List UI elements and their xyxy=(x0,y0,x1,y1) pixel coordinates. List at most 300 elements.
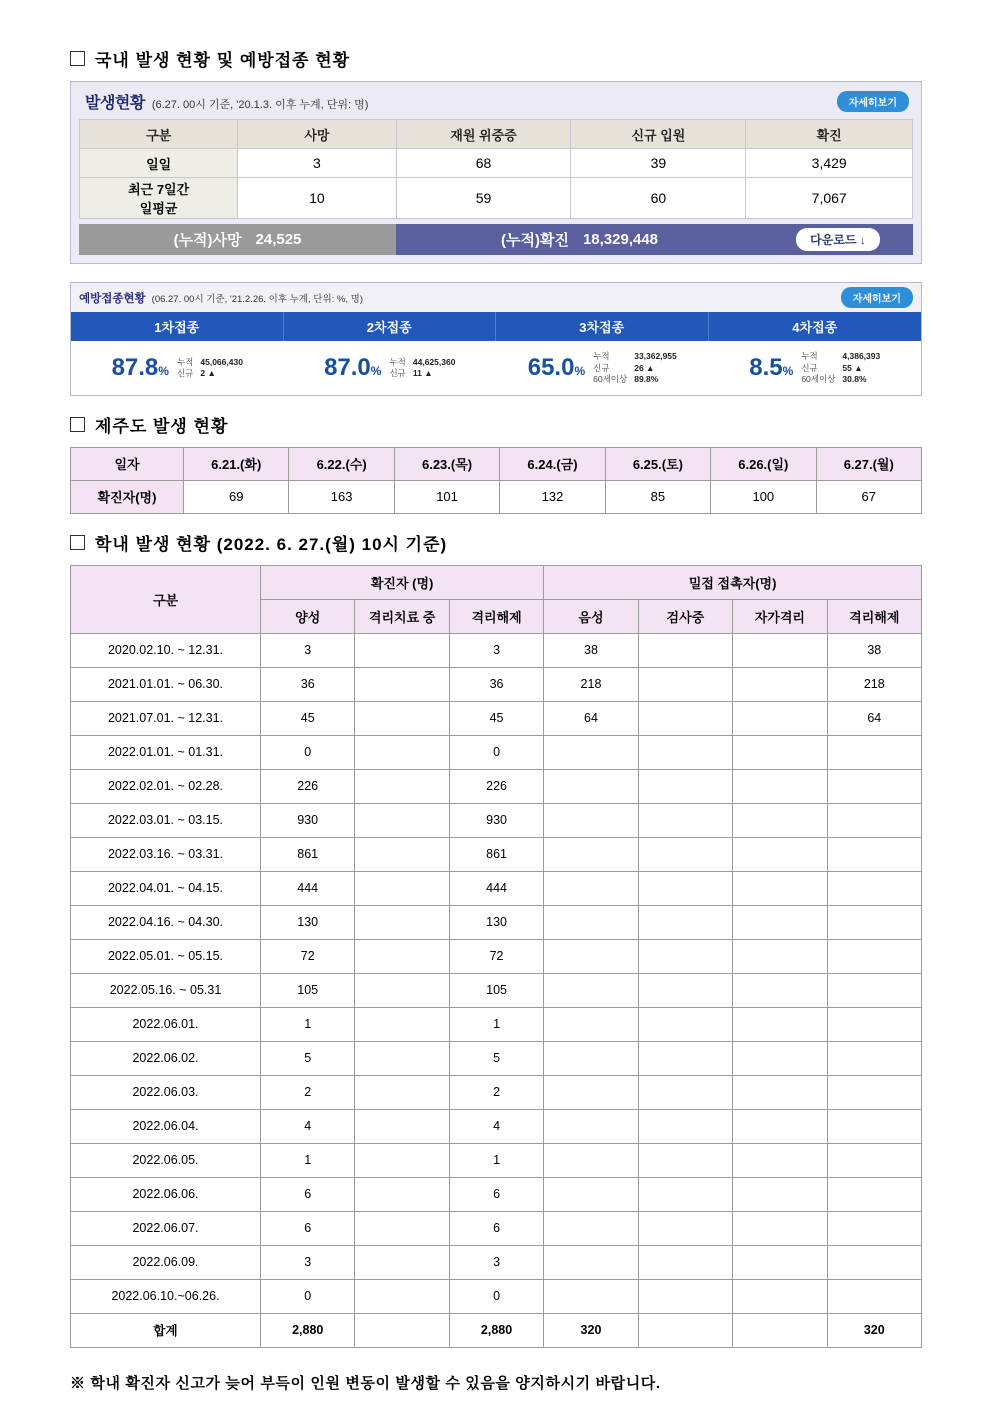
school-row-period: 2022.03.01. ~ 03.15. xyxy=(71,803,261,837)
school-row-cell-1 xyxy=(355,633,449,667)
school-col-contact-3: 격리해제 xyxy=(827,599,921,633)
vaccination-dose-3-cell xyxy=(496,341,709,395)
section-heading-school xyxy=(70,530,922,555)
occurrence-row0-newadmit: 39 xyxy=(571,149,746,178)
school-row-cell-5 xyxy=(733,667,827,701)
school-row-cell-0: 4 xyxy=(261,1109,355,1143)
vaccination-dose-4-label: 4차접종 xyxy=(792,320,838,335)
school-row-cell-2: 6 xyxy=(449,1211,543,1245)
vaccination-dose-2-stat-0-value: 44,625,360 xyxy=(412,356,456,367)
jeju-value-5: 100 xyxy=(711,480,816,513)
vaccination-dose-3-percent: 65.0 xyxy=(527,353,575,381)
school-table-body xyxy=(71,633,922,1347)
school-row-cell-2: 6 xyxy=(449,1177,543,1211)
vaccination-dose-3-stat-2-value: 89.8% xyxy=(634,374,659,385)
school-row-cell-6 xyxy=(827,871,921,905)
table-row xyxy=(71,1279,922,1313)
section-title-school: 학내 발생 현황 (2022. 6. 27.(월) 10시 기준) xyxy=(95,534,448,554)
school-row-cell-0: 226 xyxy=(261,769,355,803)
occurrence-row1-label xyxy=(80,178,238,219)
school-row-cell-0: 1 xyxy=(261,1007,355,1041)
school-row-cell-4 xyxy=(638,1075,732,1109)
school-row-cell-3 xyxy=(544,1177,638,1211)
vaccination-dose-4-stats xyxy=(801,351,880,385)
vaccination-title-group xyxy=(79,290,363,306)
table-row xyxy=(71,1109,922,1143)
school-row-cell-3 xyxy=(544,1007,638,1041)
school-col-group-confirmed: 확진자 (명) xyxy=(261,565,544,599)
jeju-col-6: 6.26.(일) xyxy=(711,447,816,480)
vaccination-dose-4-stat-0-value: 4,386,393 xyxy=(842,351,881,361)
school-row-cell-0: 930 xyxy=(261,803,355,837)
table-row xyxy=(80,149,913,178)
school-row-cell-1 xyxy=(355,701,449,735)
occurrence-col-2: 재원 위중증 xyxy=(396,120,571,149)
section-title-jeju: 제주도 발생 현황 xyxy=(95,416,229,436)
vaccination-dose-4-unit: % xyxy=(782,363,794,378)
school-row-cell-0: 2 xyxy=(261,1075,355,1109)
checkbox-icon xyxy=(70,417,85,432)
school-row-cell-5 xyxy=(733,905,827,939)
school-row-cell-1 xyxy=(355,735,449,769)
school-row-cell-1 xyxy=(355,1109,449,1143)
school-col-group-label: 구분 xyxy=(71,565,261,633)
school-row-cell-4 xyxy=(638,939,732,973)
school-row-cell-1 xyxy=(355,1245,449,1279)
school-row-cell-3 xyxy=(544,1211,638,1245)
vaccination-dose-4-percent-wrap xyxy=(749,354,793,382)
school-row-cell-6 xyxy=(827,1075,921,1109)
school-row-period: 2022.06.09. xyxy=(71,1245,261,1279)
occurrence-row0-label: 일일 xyxy=(80,149,238,178)
school-row-period: 2022.06.07. xyxy=(71,1211,261,1245)
cumulative-confirmed-label: (누적)확진 xyxy=(500,232,569,249)
school-row-cell-6 xyxy=(827,1109,921,1143)
vaccination-dose-2-percent-wrap xyxy=(324,354,381,382)
school-row-cell-4 xyxy=(638,1313,732,1347)
school-row-cell-0: 3 xyxy=(261,1245,355,1279)
school-row-cell-6 xyxy=(827,1211,921,1245)
jeju-table xyxy=(70,447,922,514)
footnote: ※ 학내 확진자 신고가 늦어 부득이 인원 변동이 발생할 수 있음을 양지하시기 바랍니다. xyxy=(70,1374,661,1392)
occurrence-row0-critical: 68 xyxy=(396,149,571,178)
school-row-cell-1 xyxy=(355,667,449,701)
school-row-cell-1 xyxy=(355,939,449,973)
school-table xyxy=(70,565,922,1348)
school-row-cell-3 xyxy=(544,1075,638,1109)
table-row xyxy=(71,1075,922,1109)
vaccination-dose-2-unit: % xyxy=(370,363,382,378)
school-row-cell-0: 3 xyxy=(261,633,355,667)
occurrence-title-group xyxy=(85,90,368,113)
school-row-period: 2022.05.16. ~ 05.31 xyxy=(71,973,261,1007)
vaccination-dose-3-stat-1-label: 신규 xyxy=(593,362,610,373)
school-row-cell-1 xyxy=(355,1279,449,1313)
school-row-cell-1 xyxy=(355,1211,449,1245)
school-row-cell-3: 38 xyxy=(544,633,638,667)
jeju-value-6: 67 xyxy=(816,480,921,513)
table-row xyxy=(71,803,922,837)
jeju-value-1: 163 xyxy=(289,480,394,513)
cumulative-death-label: (누적)사망 xyxy=(173,232,242,249)
school-row-cell-5 xyxy=(733,1109,827,1143)
jeju-value-4: 85 xyxy=(605,480,710,513)
occurrence-table-header-row xyxy=(80,120,913,149)
vaccination-dose-2-label: 2차접종 xyxy=(284,312,497,341)
vaccination-dose-3-label: 3차접종 xyxy=(496,312,709,341)
vaccination-dose-3-stat-1-value: 26 ▲ xyxy=(634,362,655,373)
school-row-cell-3 xyxy=(544,1143,638,1177)
school-row-cell-5 xyxy=(733,1211,827,1245)
school-row-period: 2022.06.05. xyxy=(71,1143,261,1177)
school-col-group-contact: 밀접 접촉자(명) xyxy=(544,565,922,599)
vaccination-subtitle: (06.27. 00시 기준, '21.2.26. 이후 누계, 단위: %, 명) xyxy=(151,293,364,305)
vaccination-detail-button[interactable]: 자세히보기 xyxy=(841,287,913,308)
occurrence-banner xyxy=(70,81,922,264)
vaccination-dose-1-unit: % xyxy=(158,363,169,378)
table-row xyxy=(71,1211,922,1245)
school-row-cell-0: 2,880 xyxy=(261,1313,355,1347)
school-row-cell-3 xyxy=(544,939,638,973)
school-row-cell-6: 64 xyxy=(827,701,921,735)
school-row-cell-4 xyxy=(638,1177,732,1211)
school-row-period: 2022.05.01. ~ 05.15. xyxy=(71,939,261,973)
school-row-cell-2: 1 xyxy=(449,1007,543,1041)
school-row-cell-6 xyxy=(827,735,921,769)
school-row-cell-4 xyxy=(638,633,732,667)
school-total-label: 합계 xyxy=(71,1313,261,1347)
table-row xyxy=(71,1143,922,1177)
school-row-cell-5 xyxy=(733,939,827,973)
school-row-cell-3 xyxy=(544,769,638,803)
school-row-cell-0: 130 xyxy=(261,905,355,939)
school-row-period: 2022.02.01. ~ 02.28. xyxy=(71,769,261,803)
occurrence-banner-header xyxy=(79,88,913,119)
jeju-value-3: 132 xyxy=(500,480,605,513)
school-row-cell-6 xyxy=(827,1041,921,1075)
school-row-cell-6: 38 xyxy=(827,633,921,667)
occurrence-subtitle: (6.27. 00시 기준, '20.1.3. 이후 누계, 단위: 명) xyxy=(151,99,369,111)
occurrence-row0-confirmed: 3,429 xyxy=(746,149,913,178)
vaccination-dose-4-stat-1-label: 신규 xyxy=(801,362,818,373)
school-row-cell-3 xyxy=(544,1245,638,1279)
school-col-confirmed-1: 격리치료 중 xyxy=(355,599,449,633)
occurrence-summary-bar xyxy=(79,224,913,255)
school-row-cell-4 xyxy=(638,1109,732,1143)
school-row-period: 2022.06.02. xyxy=(71,1041,261,1075)
school-row-cell-0: 6 xyxy=(261,1211,355,1245)
vaccination-dose-3-stats xyxy=(593,351,677,385)
section-heading-jeju xyxy=(70,412,922,437)
school-col-contact-0: 음성 xyxy=(544,599,638,633)
school-row-cell-3: 218 xyxy=(544,667,638,701)
school-row-period: 2021.07.01. ~ 12.31. xyxy=(71,701,261,735)
school-row-cell-0: 0 xyxy=(261,1279,355,1313)
school-col-confirmed-2: 격리해제 xyxy=(449,599,543,633)
school-row-cell-4 xyxy=(638,837,732,871)
table-row xyxy=(71,973,922,1007)
vaccination-dose-4-stat-2-value: 30.8% xyxy=(842,374,867,385)
occurrence-col-1: 사망 xyxy=(238,120,396,149)
occurrence-detail-button[interactable]: 자세히보기 xyxy=(837,91,909,112)
cumulative-death-value: 24,525 xyxy=(255,231,302,248)
school-row-cell-1 xyxy=(355,1075,449,1109)
school-row-cell-5 xyxy=(733,735,827,769)
school-row-cell-1 xyxy=(355,1007,449,1041)
school-row-cell-2: 930 xyxy=(449,803,543,837)
school-row-cell-6 xyxy=(827,1177,921,1211)
occurrence-row1-confirmed: 7,067 xyxy=(746,178,913,219)
school-row-cell-0: 5 xyxy=(261,1041,355,1075)
school-row-cell-2: 3 xyxy=(449,633,543,667)
school-row-cell-6: 320 xyxy=(827,1313,921,1347)
school-row-cell-0: 6 xyxy=(261,1177,355,1211)
vaccination-dose-4-stat-1-value: 55 ▲ xyxy=(842,362,863,373)
school-row-cell-0: 0 xyxy=(261,735,355,769)
school-row-cell-2: 444 xyxy=(449,871,543,905)
school-row-cell-4 xyxy=(638,1007,732,1041)
table-row xyxy=(71,633,922,667)
school-row-cell-3 xyxy=(544,871,638,905)
jeju-col-5: 6.25.(토) xyxy=(605,447,710,480)
table-row xyxy=(71,905,922,939)
vaccination-dose-3-unit: % xyxy=(574,363,586,378)
occurrence-col-3: 신규 입원 xyxy=(571,120,746,149)
section-heading-domestic xyxy=(70,46,922,71)
school-row-cell-4 xyxy=(638,803,732,837)
cumulative-death-block xyxy=(79,224,396,255)
school-row-cell-0: 444 xyxy=(261,871,355,905)
school-row-cell-5 xyxy=(733,769,827,803)
school-row-cell-5 xyxy=(733,1143,827,1177)
school-row-cell-6 xyxy=(827,837,921,871)
vaccination-dose-1-label: 1차접종 xyxy=(71,312,284,341)
school-row-cell-4 xyxy=(638,667,732,701)
vaccination-dose-1-stat-0-value: 45,066,430 xyxy=(200,356,243,367)
occurrence-row1-death: 10 xyxy=(238,178,396,219)
jeju-col-3: 6.23.(목) xyxy=(394,447,499,480)
school-row-cell-6 xyxy=(827,1279,921,1313)
school-row-cell-6 xyxy=(827,939,921,973)
table-row xyxy=(71,837,922,871)
occurrence-row1-label-line1: 최근 7일간 xyxy=(128,182,190,197)
school-row-period: 2021.01.01. ~ 06.30. xyxy=(71,667,261,701)
school-row-cell-1 xyxy=(355,803,449,837)
jeju-col-1: 6.21.(화) xyxy=(184,447,289,480)
occurrence-row1-critical: 59 xyxy=(396,178,571,219)
vaccination-dose-2-percent: 87.0 xyxy=(324,353,371,381)
vaccination-dose-1-cell xyxy=(71,341,284,395)
table-row xyxy=(71,701,922,735)
school-row-cell-2: 2,880 xyxy=(449,1313,543,1347)
table-row xyxy=(71,667,922,701)
school-row-cell-4 xyxy=(638,1041,732,1075)
school-row-cell-3 xyxy=(544,1279,638,1313)
school-row-cell-6 xyxy=(827,905,921,939)
occurrence-col-0: 구분 xyxy=(80,120,238,149)
school-row-cell-0: 861 xyxy=(261,837,355,871)
download-button-wrap xyxy=(763,224,913,255)
occurrence-row0-death: 3 xyxy=(238,149,396,178)
checkbox-icon xyxy=(70,51,85,66)
jeju-col-2: 6.22.(수) xyxy=(289,447,394,480)
school-row-cell-2: 72 xyxy=(449,939,543,973)
school-row-cell-5 xyxy=(733,1007,827,1041)
vaccination-dose-1-percent-wrap xyxy=(112,354,169,382)
table-row xyxy=(71,769,922,803)
school-row-cell-4 xyxy=(638,1245,732,1279)
school-row-period: 2022.04.16. ~ 04.30. xyxy=(71,905,261,939)
school-row-period: 2022.06.10.~06.26. xyxy=(71,1279,261,1313)
school-header-row-1 xyxy=(71,565,922,599)
school-row-cell-1 xyxy=(355,1177,449,1211)
school-col-contact-2: 자가격리 xyxy=(733,599,827,633)
school-row-cell-3: 64 xyxy=(544,701,638,735)
school-row-cell-4 xyxy=(638,871,732,905)
section-title-domestic: 국내 발생 현황 및 예방접종 현황 xyxy=(95,51,351,70)
school-row-cell-3 xyxy=(544,735,638,769)
jeju-col-7: 6.27.(월) xyxy=(816,447,921,480)
jeju-row-label: 확진자(명) xyxy=(71,480,184,513)
school-row-cell-5 xyxy=(733,633,827,667)
school-row-cell-3 xyxy=(544,1041,638,1075)
school-row-cell-1 xyxy=(355,1143,449,1177)
school-row-cell-6: 218 xyxy=(827,667,921,701)
school-row-cell-2: 130 xyxy=(449,905,543,939)
vaccination-dose-header-row xyxy=(71,312,921,341)
vaccination-dose-2-cell xyxy=(284,341,497,395)
vaccination-dose-3-percent-wrap xyxy=(528,354,585,382)
school-row-cell-1 xyxy=(355,905,449,939)
table-row xyxy=(80,178,913,219)
school-row-cell-3 xyxy=(544,973,638,1007)
school-row-period: 2022.03.16. ~ 03.31. xyxy=(71,837,261,871)
vaccination-title: 예방접종현황 xyxy=(79,292,146,305)
occurrence-title: 발생현황 xyxy=(85,95,145,112)
vaccination-dose-3-stat-0-value: 33,362,955 xyxy=(634,351,677,361)
school-row-cell-5 xyxy=(733,1313,827,1347)
vaccination-dose-3-stat-2-label: 60세이상 xyxy=(593,374,628,385)
cumulative-confirmed-block xyxy=(396,224,763,255)
school-row-cell-2: 2 xyxy=(449,1075,543,1109)
school-row-cell-4 xyxy=(638,973,732,1007)
school-row-cell-6 xyxy=(827,803,921,837)
table-row xyxy=(71,1041,922,1075)
vaccination-dose-2-stat-0-label: 누적 xyxy=(389,356,406,367)
school-total-row xyxy=(71,1313,922,1347)
school-row-cell-6 xyxy=(827,1245,921,1279)
vaccination-dose-1-percent: 87.8 xyxy=(111,353,159,381)
download-button[interactable]: 다운로드 ↓ xyxy=(796,228,880,251)
school-row-cell-1 xyxy=(355,1041,449,1075)
school-row-cell-5 xyxy=(733,837,827,871)
school-row-period: 2022.04.01. ~ 04.15. xyxy=(71,871,261,905)
school-col-contact-1: 검사중 xyxy=(638,599,732,633)
vaccination-dose-2-stats xyxy=(389,357,455,379)
occurrence-col-4: 확진 xyxy=(746,120,913,149)
school-row-cell-0: 105 xyxy=(261,973,355,1007)
checkbox-icon xyxy=(70,535,85,550)
school-row-cell-6 xyxy=(827,769,921,803)
school-row-cell-5 xyxy=(733,1177,827,1211)
school-row-cell-2: 3 xyxy=(449,1245,543,1279)
vaccination-dose-1-stat-1-label: 신규 xyxy=(176,368,194,379)
school-row-cell-3 xyxy=(544,905,638,939)
school-row-cell-2: 36 xyxy=(449,667,543,701)
school-row-period: 2022.06.01. xyxy=(71,1007,261,1041)
school-row-cell-5 xyxy=(733,803,827,837)
school-row-cell-2: 45 xyxy=(449,701,543,735)
vaccination-dose-3-stat-0-label: 누적 xyxy=(593,351,610,361)
school-row-cell-1 xyxy=(355,871,449,905)
school-row-cell-1 xyxy=(355,1313,449,1347)
table-row xyxy=(71,1177,922,1211)
table-row xyxy=(71,939,922,973)
school-row-cell-5 xyxy=(733,871,827,905)
school-row-cell-3 xyxy=(544,803,638,837)
school-row-period: 2022.06.03. xyxy=(71,1075,261,1109)
school-row-cell-0: 36 xyxy=(261,667,355,701)
table-row xyxy=(71,1245,922,1279)
table-row xyxy=(71,735,922,769)
school-row-cell-0: 1 xyxy=(261,1143,355,1177)
school-row-cell-1 xyxy=(355,973,449,1007)
school-row-cell-6 xyxy=(827,973,921,1007)
vaccination-dose-value-row xyxy=(71,341,921,395)
school-row-period: 2020.02.10. ~ 12.31. xyxy=(71,633,261,667)
school-row-period: 2022.06.06. xyxy=(71,1177,261,1211)
school-row-cell-4 xyxy=(638,735,732,769)
vaccination-dose-2-stat-1-value: 11 ▲ xyxy=(412,368,433,379)
school-row-cell-3 xyxy=(544,1109,638,1143)
school-row-cell-4 xyxy=(638,701,732,735)
school-row-cell-6 xyxy=(827,1143,921,1177)
cumulative-confirmed-value: 18,329,448 xyxy=(582,231,659,248)
vaccination-dose-4-percent: 8.5 xyxy=(749,353,783,381)
school-row-cell-3: 320 xyxy=(544,1313,638,1347)
school-row-cell-5 xyxy=(733,1075,827,1109)
vaccination-banner-header xyxy=(71,283,921,312)
vaccination-dose-1-stat-1-value: 2 ▲ xyxy=(200,368,216,379)
occurrence-row1-newadmit: 60 xyxy=(571,178,746,219)
vaccination-dose-1-stats xyxy=(177,357,243,379)
vaccination-dose-2-stat-1-label: 신규 xyxy=(389,368,406,379)
school-row-cell-2: 1 xyxy=(449,1143,543,1177)
school-row-cell-4 xyxy=(638,1211,732,1245)
school-row-cell-4 xyxy=(638,1143,732,1177)
school-row-cell-5 xyxy=(733,701,827,735)
school-row-cell-4 xyxy=(638,769,732,803)
school-row-cell-2: 0 xyxy=(449,1279,543,1313)
jeju-value-2: 101 xyxy=(394,480,499,513)
school-row-cell-2: 4 xyxy=(449,1109,543,1143)
school-row-cell-2: 0 xyxy=(449,735,543,769)
school-row-cell-1 xyxy=(355,837,449,871)
school-row-cell-4 xyxy=(638,905,732,939)
school-row-period: 2022.01.01. ~ 01.31. xyxy=(71,735,261,769)
school-row-cell-5 xyxy=(733,1041,827,1075)
jeju-col-0: 일자 xyxy=(71,447,184,480)
jeju-col-4: 6.24.(금) xyxy=(500,447,605,480)
vaccination-dose-4-stat-0-label: 누적 xyxy=(801,351,818,361)
table-row xyxy=(71,871,922,905)
vaccination-dose-4-stat-2-label: 60세이상 xyxy=(801,374,836,385)
school-row-cell-6 xyxy=(827,1007,921,1041)
school-row-period: 2022.06.04. xyxy=(71,1109,261,1143)
school-row-cell-2: 861 xyxy=(449,837,543,871)
occurrence-row1-label-line2: 일평균 xyxy=(139,201,178,216)
school-row-cell-2: 226 xyxy=(449,769,543,803)
